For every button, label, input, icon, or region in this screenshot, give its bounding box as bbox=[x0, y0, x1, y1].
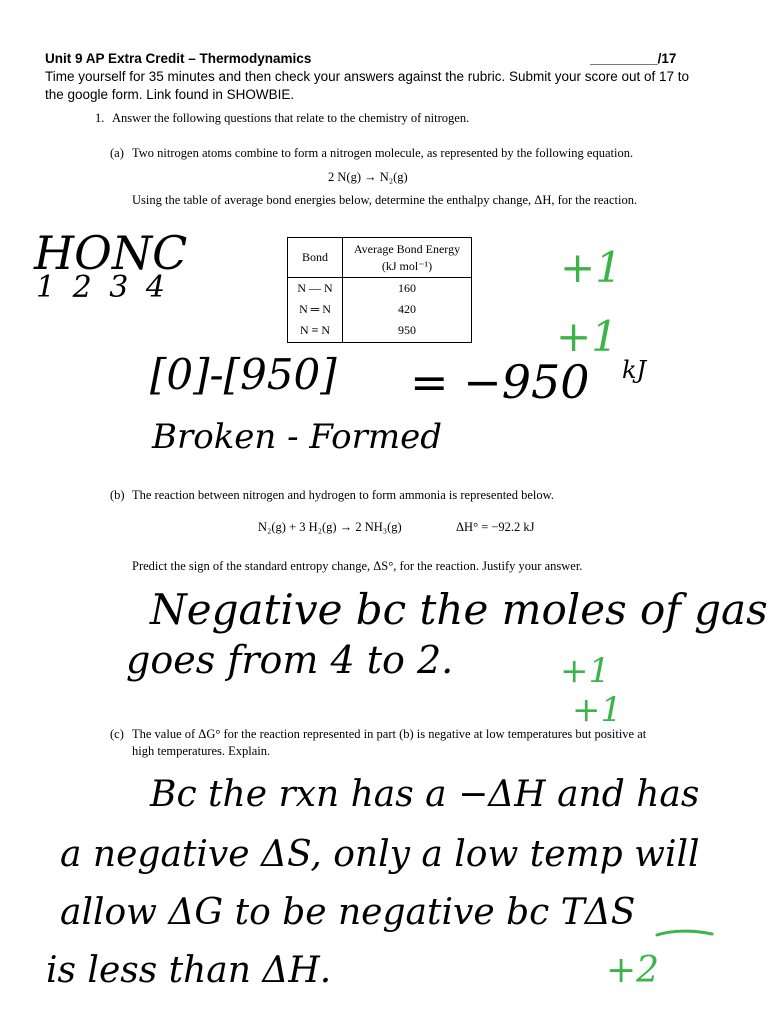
question-prompt: Answer the following questions that relate to the chemistry of nitrogen. bbox=[112, 111, 470, 125]
table-row-energy: 160 bbox=[398, 281, 416, 295]
table-header-bond: Bond bbox=[288, 238, 343, 278]
grade-mark-b1: +1 bbox=[560, 651, 611, 691]
table-row-energy: 950 bbox=[398, 323, 416, 337]
part-a-equation: 2 N(g) → N₂(g) bbox=[328, 170, 408, 184]
part-b-equation: N₂(g) + 3 H₂(g) → 2 NH₃(g) bbox=[258, 520, 402, 534]
table-header-energy-line1: Average Bond Energy bbox=[353, 241, 461, 256]
part-c-text-line1: The value of ΔG° for the reaction represented in part (b) is negative at low temperatures but positive at bbox=[132, 727, 647, 741]
bond-energy-table bbox=[287, 237, 472, 343]
grade-mark-c: +2 bbox=[606, 950, 660, 991]
handwritten-c-line4: is less than ΔH. bbox=[46, 950, 332, 991]
table-header-energy bbox=[343, 238, 472, 278]
instructions-line-2: the google form. Link found in SHOWBIE. bbox=[45, 87, 295, 102]
handwritten-numbers: 1 2 3 4 bbox=[36, 270, 169, 305]
table-row-bond: N ≡ N bbox=[299, 323, 331, 337]
grade-mark-a1: +1 bbox=[560, 243, 622, 292]
handwritten-c-line2: a negative ΔS, only a low temp will bbox=[60, 834, 700, 875]
score-blank: _________/17 bbox=[590, 51, 677, 66]
handwritten-c-line3: allow ΔG to be negative bc TΔS bbox=[60, 892, 636, 933]
part-b-label: (b) bbox=[110, 488, 125, 502]
grade-mark-a2: +1 bbox=[556, 312, 618, 361]
handwritten-calc-right: = −950 bbox=[410, 355, 590, 409]
part-a-instruction: Using the table of average bond energies below, determine the enthalpy change, ΔH, for the reaction. bbox=[132, 193, 638, 207]
part-a-label: (a) bbox=[110, 146, 124, 160]
handwritten-b-line2: goes from 4 to 2. bbox=[126, 638, 454, 682]
part-c-text-line2: high temperatures. Explain. bbox=[132, 744, 271, 758]
handwritten-note: Broken - Formed bbox=[152, 417, 443, 457]
table-row-bond: N ═ N bbox=[299, 302, 331, 316]
part-b-instruction: Predict the sign of the standard entropy change, ΔS°, for the reaction. Justify your answer. bbox=[132, 559, 583, 573]
handwritten-calc-left: [0]-[950] bbox=[150, 350, 337, 399]
part-c-label: (c) bbox=[110, 727, 124, 741]
table-header-energy-line2: (kJ mol⁻¹) bbox=[381, 258, 433, 273]
part-b-text: The reaction between nitrogen and hydrogen to form ammonia is represented below. bbox=[132, 488, 554, 502]
green-underline-icon bbox=[654, 926, 716, 940]
page-title: Unit 9 AP Extra Credit – Thermodynamics bbox=[45, 51, 312, 66]
question-number: 1. bbox=[95, 111, 105, 125]
table-energy-column bbox=[343, 278, 472, 343]
part-b-enthalpy: ΔH° = −92.2 kJ bbox=[456, 520, 535, 534]
table-bond-column bbox=[288, 278, 343, 343]
handwritten-c-line1: Bc the rxn has a −ΔH and has bbox=[150, 774, 700, 815]
handwritten-unit: kJ bbox=[622, 356, 647, 384]
table-row-energy: 420 bbox=[398, 302, 416, 316]
handwritten-honc: HONC bbox=[34, 226, 188, 280]
table-row-bond: N — N bbox=[297, 281, 333, 295]
handwritten-b-line1: Negative bc the moles of gas bbox=[150, 585, 768, 634]
grade-mark-b2: +1 bbox=[572, 690, 623, 730]
instructions-line-1: Time yourself for 35 minutes and then check your answers against the rubric. Submit your score out of 17 to bbox=[45, 69, 690, 84]
part-a-text: Two nitrogen atoms combine to form a nitrogen molecule, as represented by the following equation. bbox=[132, 146, 634, 160]
